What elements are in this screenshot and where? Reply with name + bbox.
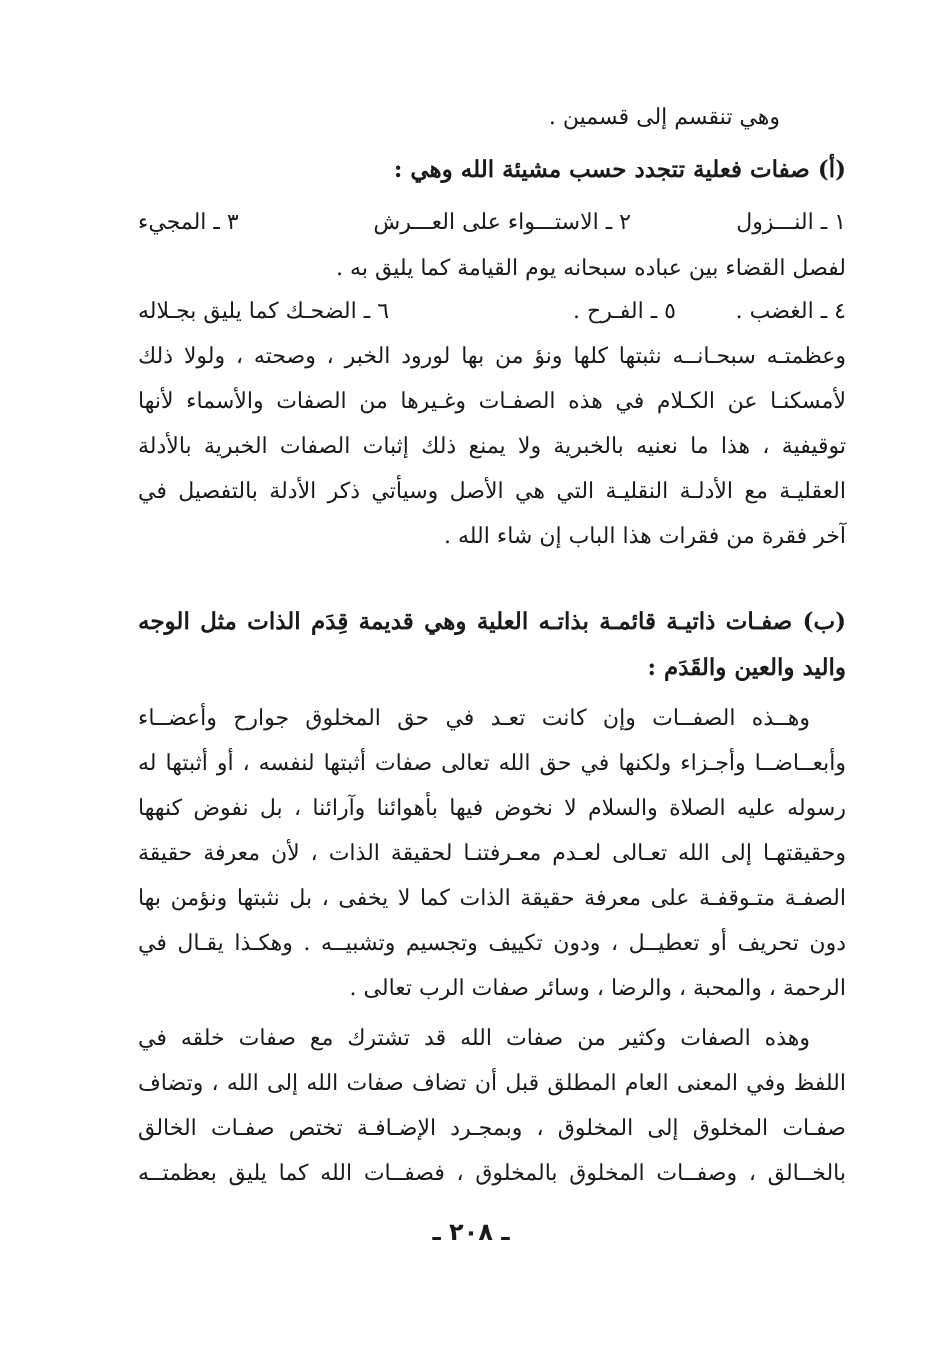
text-line: العقليـة مع الأدلـة النقليـة التي هي الأصل وسيأتي ذكر الأدلة بالتفصيل في (138, 479, 846, 504)
item-ghadab: ٤ ـ الغضب . (735, 299, 846, 324)
text-line: توقيفية ، هذا ما نعنيه بالخبرية ولا يمنع ذلك إثبات الصفات الخبرية بالأدلة (138, 434, 846, 459)
text-line: لأمسكنـا عن الكـلام في هذه الصفـات وغـيرها من الصفات والأسماء لأنها (138, 389, 846, 414)
text-line: وأبعــاضــا وأجـزاء ولكنها في حق الله تعالى صفات أثبتها لنفسه ، أو أثبتها له (138, 751, 846, 776)
item-dahik: ٦ ـ الضحـك كما يليق بجـلاله (138, 299, 390, 324)
page-number: ـ ٢٠٨ ـ (432, 1218, 510, 1246)
paragraph-2-first-line: وهذه الصفات وكثير من صفات الله قد تشترك مع صفات خلقه في (138, 1026, 810, 1051)
item-nuzul: ١ ـ النـــزول (736, 210, 846, 235)
section-b-heading-line: واليد والعين والقَدَم : (647, 654, 846, 681)
text-line: اللفظ وفي المعنى العام المطلق قبل أن تضاف صفات الله إلى الله ، وتضاف (138, 1071, 846, 1096)
text-line: رسوله عليه الصلاة والسلام لا نخوض فيها بأهوائنا وآرائنا ، بل نفوض كنهها (138, 796, 846, 821)
section-a-heading: (أ) صفات فعلية تتجدد حسب مشيئة الله وهي : (393, 156, 846, 183)
intro-line: وهي تنقسم إلى قسمين . (548, 105, 780, 130)
items-row-1-continuation: لفصل القضاء بين عباده سبحانه يوم القيامة كما يليق به . (336, 256, 846, 281)
item-maji: ٣ ـ المجيء (138, 210, 239, 235)
section-a-items-row-1 (138, 200, 846, 246)
section-a-items-row-2 (138, 289, 846, 335)
item-istiwa: ٢ ـ الاستـــواء على العـــرش (373, 210, 631, 235)
text-line: دون تحريف أو تعطيــل ، ودون تكييف وتجسيم وتشبيــه . وهكـذا يقـال في (138, 931, 846, 956)
text-line: بالخــالق ، وصفــات المخلوق بالمخلوق ، فصفــات الله كما يليق بعظمتــه (138, 1161, 846, 1186)
paragraph-1-first-line: وهــذه الصفــات وإن كانت تعـد في حق المخلوق جوارح وأعضــاء (138, 706, 810, 731)
section-b-heading-line: (ب) صفـات ذاتيـة قائمـة بذاتـه العلية وهي قديمة قِدَم الذات مثل الوجه (138, 608, 846, 635)
text-line: الرحمة ، والمحبة ، والرضا ، وسائر صفات الرب تعالى . (349, 976, 846, 1001)
text-line: الصفـة متـوقفـة على معرفة حقيقة الذات كما لا يخفى ، بل نثبتها ونؤمن بها (138, 886, 846, 911)
text-line: وحقيقتهـا إلى الله تعـالى لعـدم معـرفتنـا لحقيقة الذات ، لأن معرفة حقيقة (138, 841, 846, 866)
item-farah: ٥ ـ الفـرح . (573, 299, 676, 324)
text-line: وعظمتـه سبحـانــه نثبتها كلها ونؤ من بها لورود الخبر ، وصحته ، ولولا ذلك (138, 344, 846, 369)
text-line: صفـات المخلوق إلى المخلوق ، وبمجـرد الإضـافـة تختص صفـات الخالق (138, 1116, 846, 1141)
text-line: آخر فقرة من فقرات هذا الباب إن شاء الله . (443, 524, 846, 549)
